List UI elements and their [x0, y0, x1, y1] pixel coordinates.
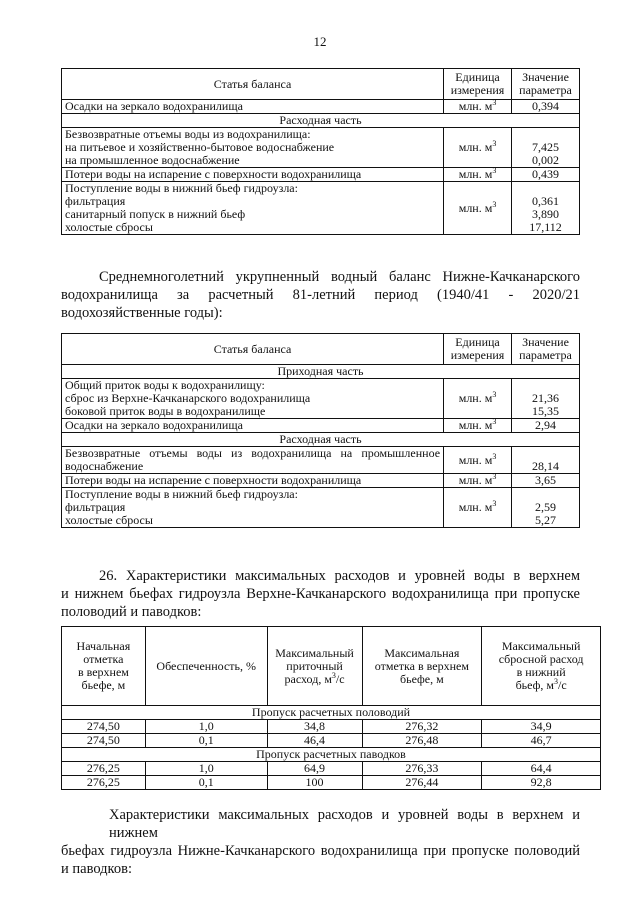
row-unit: млн. $м^3$: [444, 182, 512, 235]
row-label: Безвозвратные отъемы воды из водохранилища на промышленное водоснабжение: [62, 447, 444, 474]
row-label: Общий приток воды к водохранилищу: сброс из Верхне-Качканарского водохранилища боковой приток воды в водохранилище: [62, 379, 444, 419]
row-unit: млн. $м^3$: [444, 419, 512, 433]
section-title: Расходная часть: [62, 114, 580, 128]
table-row: [62, 447, 580, 474]
row-unit: млн. $м^3$: [444, 488, 512, 528]
row-unit: млн. $м^3$: [444, 379, 512, 419]
row-value: 0,439: [512, 168, 580, 182]
row-unit: млн. $м^3$: [444, 168, 512, 182]
row-value: 2,94: [512, 419, 580, 433]
table-row: 274,50 0,1 46,4 276,48 46,7: [62, 734, 601, 748]
row-label: Осадки на зеркало водохранилища: [62, 100, 444, 114]
row-value: 2,59 5,27: [512, 488, 580, 528]
table-header-row: [62, 69, 580, 100]
header-unit: Единица измерения: [444, 69, 512, 100]
table-row: [62, 379, 580, 419]
row-value: 0,394: [512, 100, 580, 114]
table-row: [62, 182, 580, 235]
water-balance-table-upper: [61, 68, 580, 235]
row-label: Потери воды на испарение с поверхности водохранилища: [62, 474, 444, 488]
max-flows-table: [61, 626, 601, 790]
section-row: [62, 365, 580, 379]
row-unit: млн. $м^3$: [444, 447, 512, 474]
section-title: Расходная часть: [62, 433, 580, 447]
row-label: Безвозвратные отъемы воды из водохранилища: на питьевое и хозяйственно-бытовое водоснабжение на промышленное водоснабжение: [62, 128, 444, 168]
header-item: Статья баланса: [62, 334, 444, 365]
paragraph-section-26: 26. Характеристики максимальных расходов и уровней воды в верхнем и нижнем бьефах гидроузла Верхне-Качканарского водохранилища при пропуске половодий и паводков:: [61, 568, 580, 620]
table-row: [62, 100, 580, 114]
table-row: [62, 474, 580, 488]
section-row: [62, 706, 601, 720]
header-max-upper-mark: Максимальная отметка в верхнем бьефе, м: [362, 627, 482, 706]
table-row: [62, 168, 580, 182]
table-row: [62, 488, 580, 528]
table-row: [62, 419, 580, 433]
header-max-inflow: Максимальный приточный расход, $м^3/с$: [267, 627, 362, 706]
table-header-row: [62, 334, 580, 365]
table-header-row: [62, 627, 601, 706]
header-max-release: Максимальный сбросной расход в нижний бьеф, $м^3/с$: [482, 627, 601, 706]
section-row: [62, 114, 580, 128]
header-initial-mark: Начальная отметка в верхнем бьефе, м: [62, 627, 146, 706]
row-value: 3,65: [512, 474, 580, 488]
table-row: 276,25 0,1 100 276,44 92,8: [62, 776, 601, 790]
table-row: [62, 128, 580, 168]
header-value: Значение параметра: [512, 334, 580, 365]
header-probability: Обеспеченность, %: [145, 627, 267, 706]
header-value: Значение параметра: [512, 69, 580, 100]
row-label: Осадки на зеркало водохранилища: [62, 419, 444, 433]
header-unit: Единица измерения: [444, 334, 512, 365]
section-title: Пропуск расчетных паводков: [62, 748, 601, 762]
row-unit: млн. $м^3$: [444, 474, 512, 488]
header-item: Статья баланса: [62, 69, 444, 100]
row-label: Поступление воды в нижний бьеф гидроузла: фильтрация санитарный попуск в нижний бьеф холостые сбросы: [62, 182, 444, 235]
section-row: [62, 433, 580, 447]
row-unit: млн. $м^3$: [444, 100, 512, 114]
row-value: 7,425 0,002: [512, 128, 580, 168]
table-row: 276,25 1,0 64,9 276,33 64,4: [62, 762, 601, 776]
section-row: [62, 748, 601, 762]
row-value: 0,361 3,890 17,112: [512, 182, 580, 235]
section-title: Пропуск расчетных половодий: [62, 706, 601, 720]
water-balance-table-lower: [61, 333, 580, 528]
section-title: Приходная часть: [62, 365, 580, 379]
row-label: Потери воды на испарение с поверхности водохранилища: [62, 168, 444, 182]
paragraph-balance-intro: Среднемноголетний укрупненный водный баланс Нижне-Качканарского водохранилища за расчетный 81-летний период (1940/41 - 2020/21 водохозяйственные годы):: [61, 269, 580, 321]
row-value: 28,14: [512, 447, 580, 474]
page-number: 12: [313, 34, 327, 49]
table-row: 274,50 1,0 34,8 276,32 34,9: [62, 720, 601, 734]
row-value: 21,36 15,35: [512, 379, 580, 419]
row-unit: млн. $м^3$: [444, 128, 512, 168]
row-label: Поступление воды в нижний бьеф гидроузла: фильтрация холостые сбросы: [62, 488, 444, 528]
paragraph-lower-reservoir: Характеристики максимальных расходов и уровней воды в верхнем и нижнем бьефах гидроузла Нижне-Качканарского водохранилища при пропуске половодий и паводков:: [61, 807, 580, 877]
